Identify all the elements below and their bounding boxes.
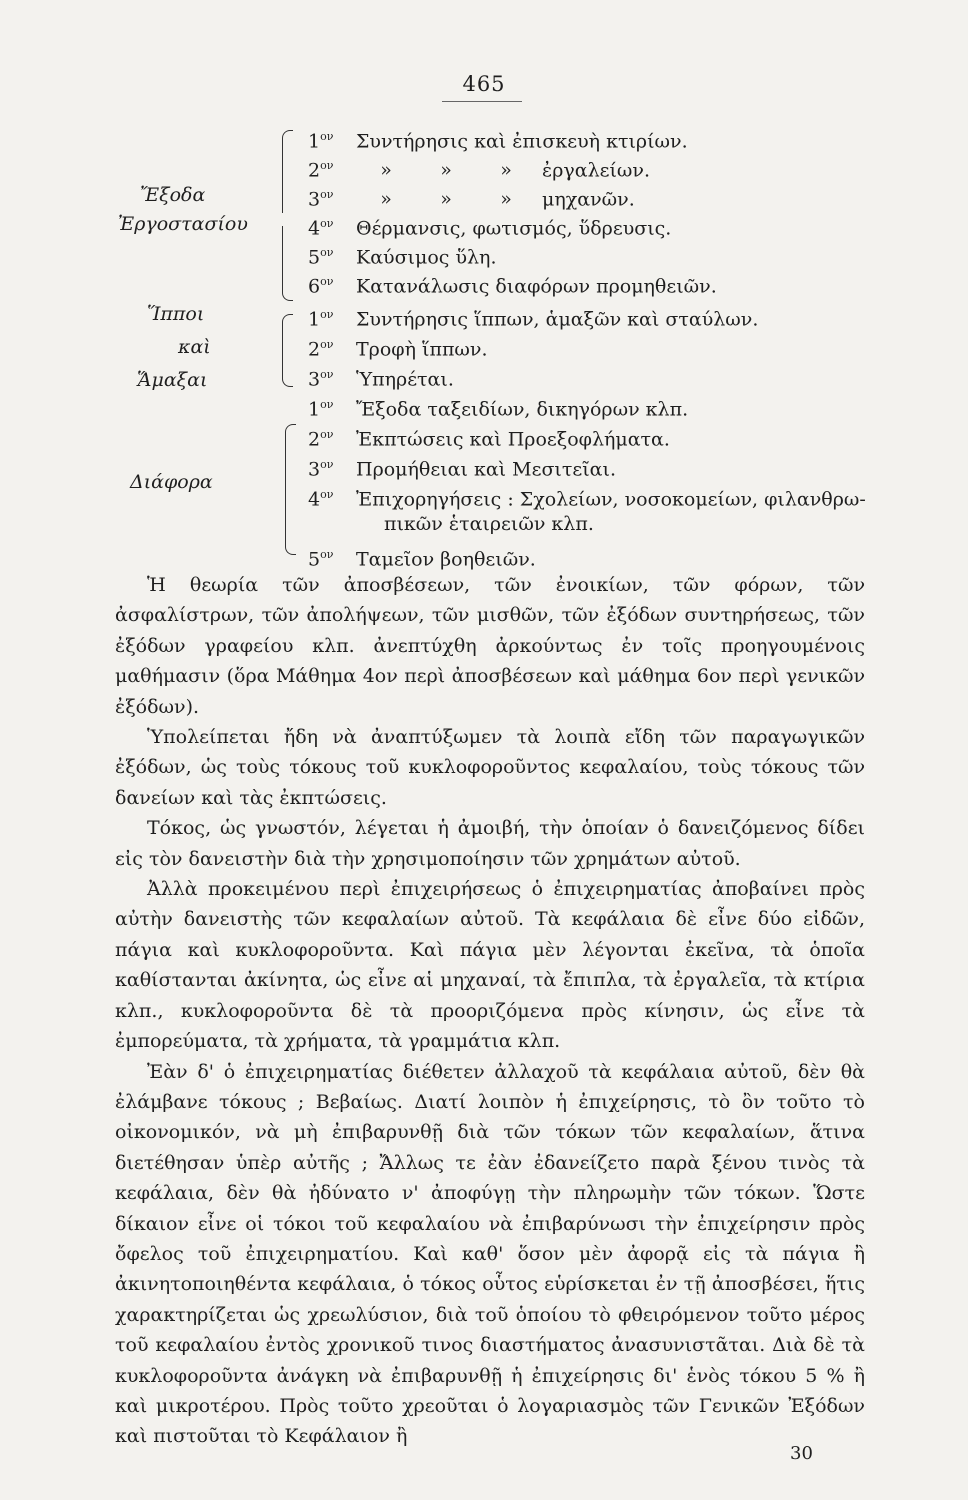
list-item: $1^{o\nu}$ Ἔξοδα ταξειδίων, δικηγόρων κλπ. (308, 398, 689, 421)
paragraph: Τόκος, ὡς γνωστόν, λέγεται ἡ ἀμοιβή, τὴν ὁποίαν ὁ δανειζόμενος δίδει εἰς τὸν δανειστὴν διὰ τὴν χρησιμοποίησιν τῶν χρημάτων αὐτοῦ. (115, 817, 865, 870)
paragraph: Ὑπολείπεται ἤδη νὰ ἀναπτύξωμεν τὰ λοιπὰ εἴδη τῶν παραγωγικῶν ἐξόδων, ὡς τοὺς τόκους τοῦ κυκλοφοροῦντος κεφαλαίου, τοὺς τόκους τῶν δανείων καὶ τὰς ἐκπτώσεις. (115, 726, 865, 809)
list-item: $3^{o\nu}$ Προμήθειαι καὶ Μεσιτεῖαι. (308, 458, 616, 481)
group-label-carriages: Ἅμαξαι (137, 369, 208, 391)
list-item: $2^{o\nu}$ » » » ἐργαλείων. (308, 159, 651, 182)
brace-horses-lower (282, 350, 293, 387)
group-label-workshop: Ἐργοστασίου (118, 213, 248, 235)
group-label-horses: Ἵπποι (147, 303, 205, 325)
list-item: $5^{o\nu}$ Ταμεῖον βοηθειῶν. (308, 548, 536, 571)
paragraph: Ἐὰν δ' ὁ ἐπιχειρηματίας διέθετεν ἀλλαχοῦ τὰ κεφάλαια αὐτοῦ, δὲν θὰ ἐλάμβανε τόκους ; Βεβαίως. Διατί λοιπὸν ἡ ἐπιχείρησις, τὸ ὂν τοῦτο τὸ οἰκονομικόν, νὰ μὴ ἐπιβαρυνθῇ διὰ τῶν τόκων τῶν κεφαλαίων, ἅτινα διετέθησαν ὑπὲρ αὐτῆς ; Ἄλλως τε ἐὰν ἐδανείζετο παρὰ ξένου τινὸς τὰ κεφάλαια, δὲν θὰ ἠδύνατο ν' ἀποφύγῃ τὴν πληρωμὴν τῶν τόκων. Ὥστε δίκαιον εἶνε οἱ τόκοι τοῦ κεφαλαίου νὰ ἐπιβαρύνωσι τὴν ἐπιχείρησιν πρὸς ὄφελος τοῦ ἐπιχειρηματίου. Καὶ καθ' ὅσον μὲν ἀφορᾷ εἰς τὰ πάγια ἢ ἀκινητοποιηθέντα κεφάλαια, ὁ τόκος οὗτος εὑρίσκεται ἐν τῇ ἀποσβέσει, ἥτις χαρακτηρίζεται ὡς χρεωλύσιον, διὰ τοῦ ὁποίου τὸ φθειρόμενον τοῦτο μέρος τοῦ κεφαλαίου ἐντὸς χρονικοῦ τινος διαστήματος ἀνασυνιστᾶται. Διὰ δὲ τὰ κυκλοφοροῦντα ἀνάγκη νὰ ἐπιβαρυνθῇ ἡ ἐπιχείρησις δι' ἑνὸς τόκου 5 % ἢ καὶ μικροτέρου. Πρὸς τοῦτο χρεοῦται ὁ λογαριασμὸς τῶν Γενικῶν Ἐξόδων καὶ πιστοῦται τὸ Κεφάλαιον ἢ (115, 1060, 865, 1448)
group-label-miscellaneous: Διάφορα (130, 471, 213, 493)
brace-misc-upper (285, 424, 296, 495)
brace-workshop-upper (282, 130, 293, 213)
body-text (115, 570, 865, 1452)
list-item: $4^{o\nu}$ Ἐπιχορηγήσεις : Σχολείων, νοσοκομείων, φιλανθρω- (308, 488, 866, 511)
group-label-expenses: Ἔξοδα (140, 184, 206, 206)
list-item: $3^{o\nu}$ Ὑπηρέται. (308, 368, 454, 391)
page-number: 465 (462, 72, 506, 96)
list-item: $2^{o\nu}$ Τροφὴ ἵππων. (308, 338, 488, 361)
brace-misc-lower (285, 494, 296, 555)
signature-mark: 30 (790, 1443, 813, 1464)
group-label-and: καὶ (178, 336, 211, 358)
brace-horses-upper (282, 314, 293, 351)
list-item: $1^{o\nu}$ Συντήρησις καὶ ἐπισκευὴ κτιρίων. (308, 130, 688, 153)
page-number-rule (442, 101, 522, 102)
list-item: $2^{o\nu}$ Ἐκπτώσεις καὶ Προεξοφλήματα. (308, 428, 670, 451)
list-item: $5^{o\nu}$ Καύσιμος ὕλη. (308, 246, 497, 269)
list-item: $6^{o\nu}$ Κατανάλωσις διαφόρων προμηθειῶν. (308, 275, 717, 298)
list-item: $1^{o\nu}$ Συντήρησις ἵππων, ἁμαξῶν καὶ σταύλων. (308, 308, 759, 331)
list-item: $3^{o\nu}$ » » » μηχανῶν. (308, 188, 635, 211)
list-item: $4^{o\nu}$ Θέρμανσις, φωτισμός, ὕδρευσις. (308, 217, 672, 240)
paragraph: Ἀλλὰ προκειμένου περὶ ἐπιχειρήσεως ὁ ἐπιχειρηματίας ἀποβαίνει πρὸς αὐτὴν δανειστὴς τῶν κεφαλαίων αὐτοῦ. Τὰ κεφάλαια δὲ εἶνε δύο εἰδῶν, πάγια καὶ κυκλοφοροῦντα. Καὶ πάγια μὲν λέγονται ἐκεῖνα, τὰ ὁποῖα καθίστανται ἀκίνητα, ὡς εἶνε αἱ μηχαναί, τὰ ἔπιπλα, τὰ ἐργαλεῖα, τὰ κτίρια κλπ., κυκλοφοροῦντα δὲ τὰ προοριζόμενα πρὸς κίνησιν, ὡς εἶνε τὰ ἐμπορεύματα, τὰ χρήματα, τὰ γραμμάτια κλπ. (115, 878, 865, 1053)
brace-workshop-lower (282, 226, 293, 301)
list-item-continuation: πικῶν ἑταιρειῶν κλπ. (384, 513, 594, 535)
paragraph: Ἡ θεωρία τῶν ἀποσβέσεων, τῶν ἐνοικίων, τῶν φόρων, τῶν ἀσφαλίστρων, τῶν ἀπολήψεων, τῶν μισθῶν, τῶν ἐξόδων συντηρήσεως, τῶν ἐξόδων γραφείου κλπ. ἀνεπτύχθη ἀρκούντως ἐν τοῖς προηγουμένοις μαθήμασιν (ὅρα Μάθημα 4ον περὶ ἀποσβέσεων καὶ μάθημα 6ον περὶ γενικῶν ἐξόδων). (115, 574, 865, 718)
